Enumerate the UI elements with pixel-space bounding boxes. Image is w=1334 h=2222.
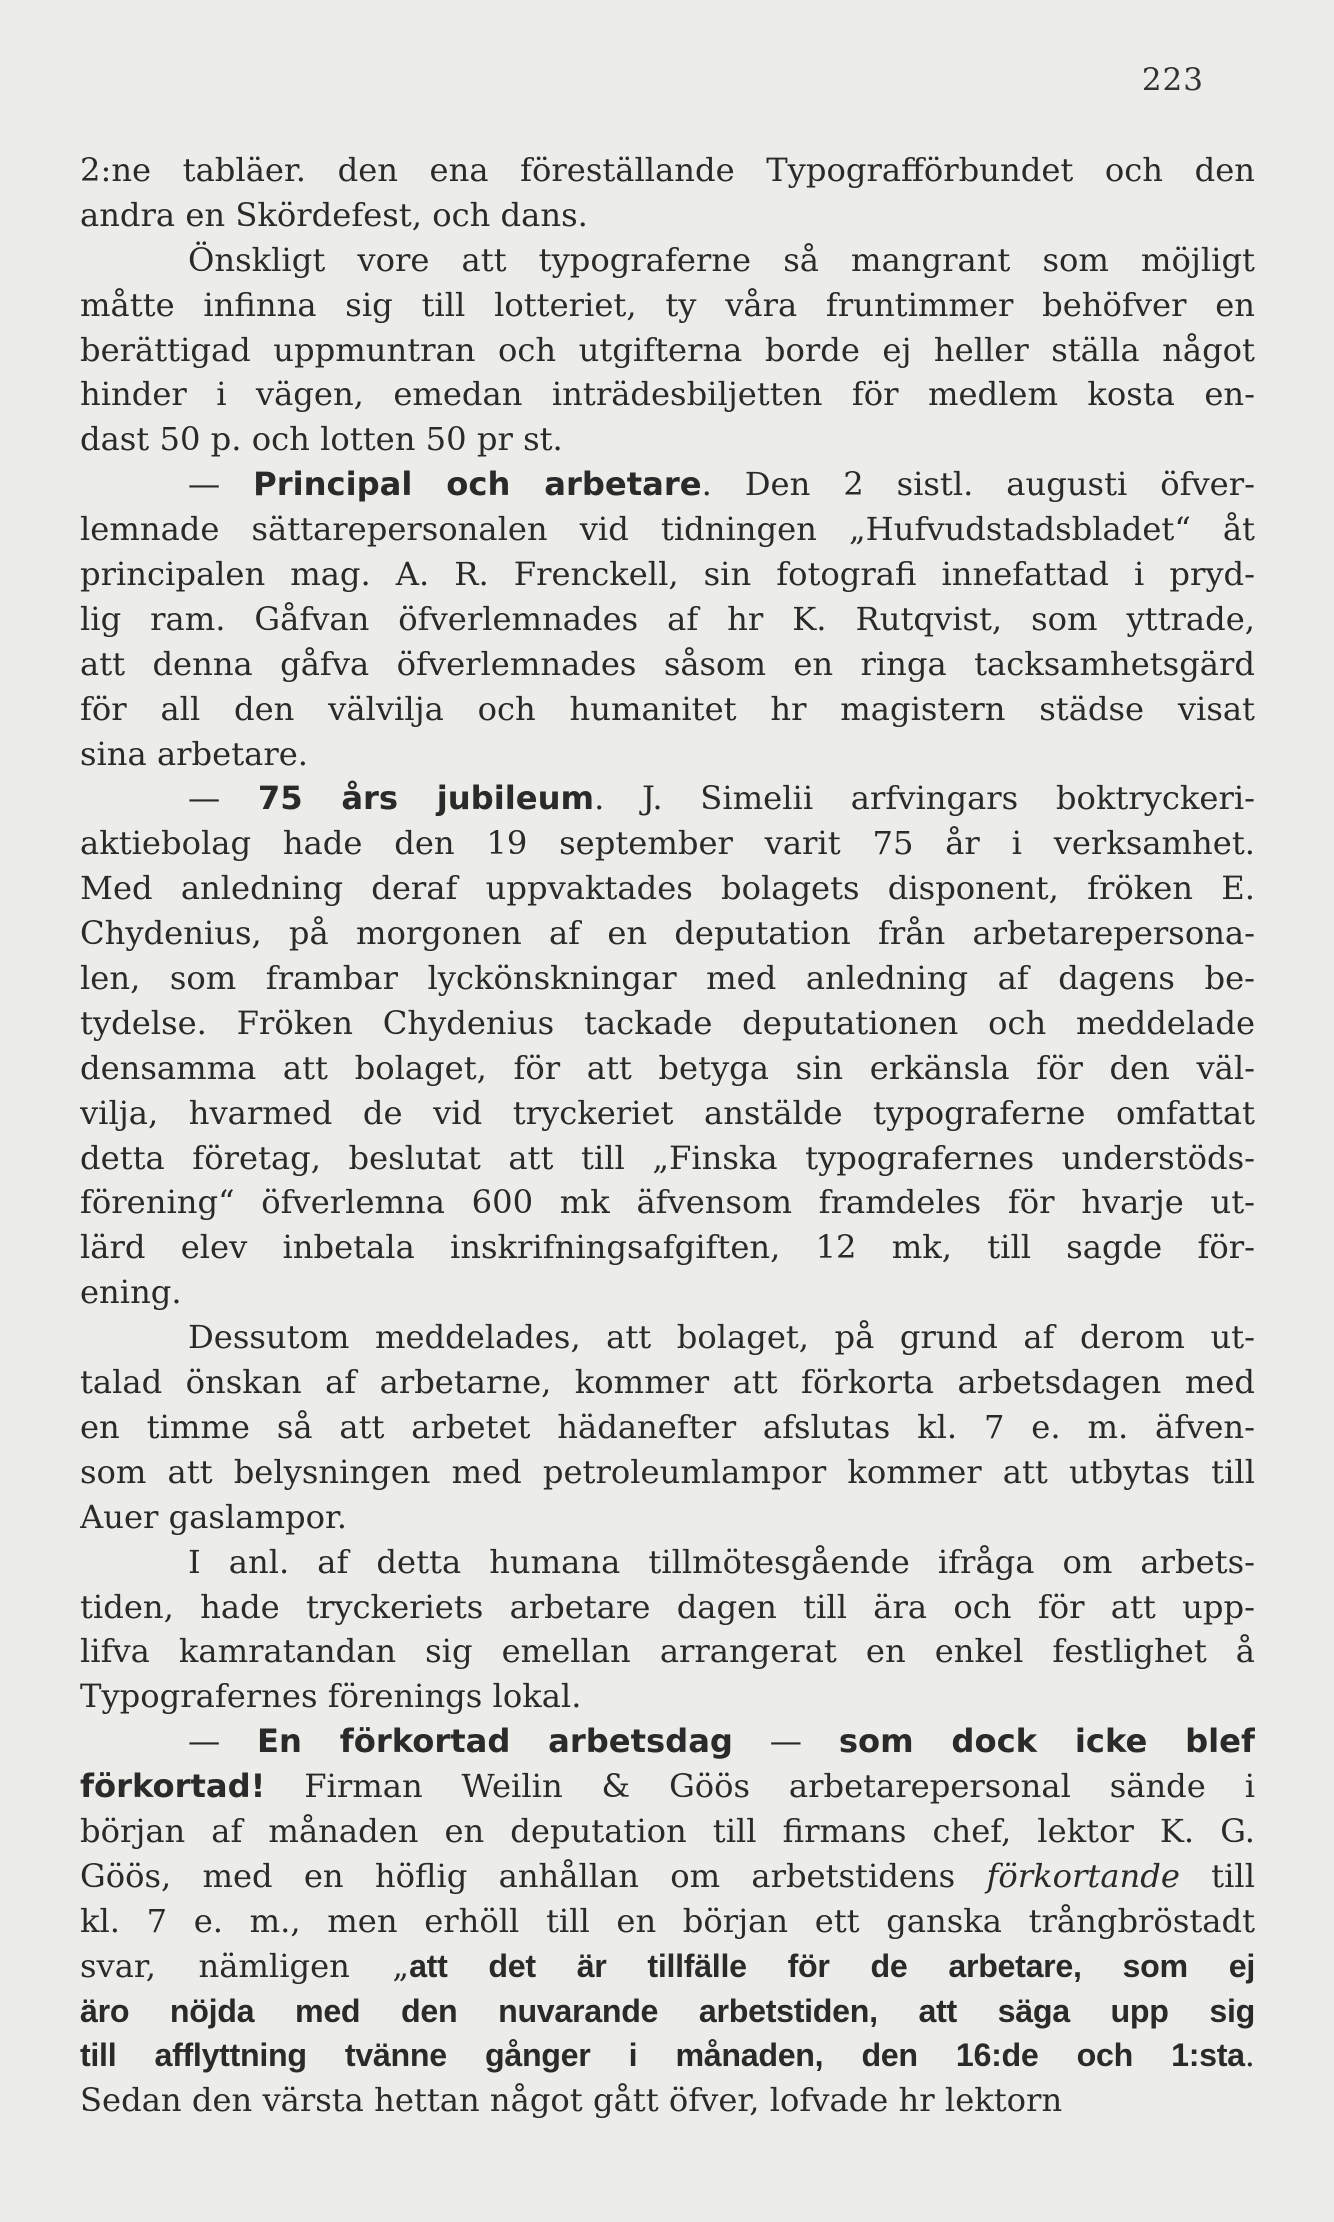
text-run: len, som frambar lyckönskningar med anledning af dagens be- bbox=[80, 959, 1255, 998]
text-run: — bbox=[188, 779, 258, 818]
bold-quote: till afflyttning tvänne gånger i månaden, den 16:de och 1:sta bbox=[80, 2037, 1245, 2074]
text-run: kl. 7 e. m., men erhöll till en början ett ganska trångbröstadt bbox=[80, 1901, 1255, 1940]
text-run: principalen mag. A. R. Frenckell, sin fotografi innefattad i pryd- bbox=[80, 555, 1255, 594]
text-line bbox=[80, 597, 1255, 642]
text-run: 2:ne tabläer. den ena föreställande Typografförbundet och den bbox=[80, 151, 1255, 189]
text-run: andra en Skördefest, och dans. bbox=[80, 195, 588, 234]
bold-quote: att det är tillfälle för de arbetare, som ej bbox=[409, 1947, 1255, 1984]
text-line bbox=[80, 1270, 1255, 1315]
text-run: hinder i vägen, emedan inträdesbiljetten för medlem kosta en- bbox=[80, 375, 1255, 414]
text-line bbox=[80, 1225, 1255, 1270]
text-line bbox=[80, 1091, 1255, 1136]
text-line bbox=[80, 2033, 1255, 2078]
text-line bbox=[80, 1764, 1255, 1809]
text-run: — bbox=[188, 1722, 258, 1761]
text-line bbox=[80, 417, 1255, 462]
text-line bbox=[80, 1450, 1255, 1495]
section-heading: förkortad! bbox=[80, 1767, 266, 1806]
text-line bbox=[80, 956, 1255, 1001]
text-run: vilja, hvarmed de vid tryckeriet anstälde typograferne omfattat bbox=[80, 1093, 1255, 1132]
text-line bbox=[80, 1674, 1255, 1719]
text-run: densamma att bolaget, för att betyga sin erkänsla för den väl- bbox=[80, 1048, 1255, 1087]
text-run: detta företag, beslutat att till „Finska typografernes understöds- bbox=[80, 1138, 1255, 1177]
text-run: talad önskan af arbetarne, kommer att förkorta arbetsdagen med bbox=[80, 1363, 1255, 1402]
italic-text: förkortande bbox=[986, 1856, 1180, 1895]
text-line bbox=[80, 1989, 1255, 2034]
text-run: — bbox=[732, 1722, 839, 1761]
text-run: Sedan den värsta hettan något gått öfver, lofvade hr lektorn bbox=[80, 2081, 1063, 2120]
text-run: . J. Simelii arfvingars boktryckeri- bbox=[594, 779, 1255, 818]
text-line bbox=[80, 1046, 1255, 1091]
text-line bbox=[80, 372, 1255, 417]
text-run: sina arbetare. bbox=[80, 734, 308, 773]
text-run: I anl. af detta humana tillmötesgående ifråga om arbets- bbox=[188, 1542, 1255, 1581]
text-run: Önskligt vore att typograferne så mangrant som möjligt bbox=[188, 240, 1255, 279]
text-run: ening. bbox=[80, 1273, 182, 1312]
text-line bbox=[80, 1854, 1255, 1899]
text-line bbox=[80, 687, 1255, 732]
text-run: tiden, hade tryckeriets arbetare dagen till ära och för att upp- bbox=[80, 1587, 1255, 1626]
text-line bbox=[80, 1899, 1255, 1944]
text-line bbox=[80, 1540, 1255, 1585]
text-line bbox=[80, 821, 1255, 866]
text-run: aktiebolag hade den 19 september varit 75 år i verksamhet. bbox=[80, 824, 1255, 863]
text-run: . Den 2 sistl. augusti öfver- bbox=[701, 465, 1255, 504]
text-line bbox=[80, 552, 1255, 597]
text-line bbox=[80, 283, 1255, 328]
text-line bbox=[80, 462, 1255, 507]
text-run: till bbox=[1179, 1856, 1255, 1895]
text-run: en timme så att arbetet hädanefter afslutas kl. 7 e. m. äfven- bbox=[80, 1407, 1255, 1446]
text-run: berättigad uppmuntran och utgifterna borde ej heller ställa något bbox=[80, 330, 1255, 369]
text-run: som att belysningen med petroleumlampor kommer att utbytas till bbox=[80, 1452, 1255, 1491]
text-line bbox=[80, 1585, 1255, 1630]
text-run: Dessutom meddelades, att bolaget, på grund af derom ut- bbox=[188, 1318, 1255, 1357]
bold-quote: äro nöjda med den nuvarande arbetstiden, att säga upp sig bbox=[80, 1992, 1255, 2029]
page-number: 223 bbox=[1141, 62, 1204, 98]
text-run: för all den välvilja och humanitet hr magistern städse visat bbox=[80, 689, 1255, 728]
text-run: att denna gåfva öfverlemnades såsom en ringa tacksamhetsgärd bbox=[80, 644, 1255, 683]
text-line bbox=[80, 1495, 1255, 1540]
text-run: lärd elev inbetala inskrifningsafgiften, 12 mk, till sagde för- bbox=[80, 1228, 1255, 1267]
text-line bbox=[80, 328, 1255, 373]
text-line bbox=[80, 1360, 1255, 1405]
text-run: lig ram. Gåfvan öfverlemnades af hr K. Rutqvist, som yttrade, bbox=[80, 599, 1255, 638]
body-text bbox=[80, 148, 1255, 2123]
text-run: Göös, med en höflig anhållan om arbetstidens bbox=[80, 1856, 987, 1895]
text-line bbox=[80, 911, 1255, 956]
text-line bbox=[80, 1180, 1255, 1225]
text-run: lifva kamratandan sig emellan arrangerat en enkel festlighet å bbox=[80, 1632, 1255, 1671]
text-run: måtte infinna sig till lotteriet, ty våra fruntimmer behöfver en bbox=[80, 285, 1255, 324]
text-line bbox=[80, 1136, 1255, 1181]
text-line bbox=[80, 193, 1255, 238]
text-line bbox=[80, 1001, 1255, 1046]
text-line bbox=[80, 238, 1255, 283]
text-run: början af månaden en deputation till firmans chef, lektor K. G. bbox=[80, 1811, 1255, 1850]
text-line bbox=[80, 1629, 1255, 1674]
text-run: Typografernes förenings lokal. bbox=[80, 1677, 582, 1716]
text-line bbox=[80, 1405, 1255, 1450]
text-run: tydelse. Fröken Chydenius tackade deputationen och meddelade bbox=[80, 1003, 1255, 1042]
text-run: lemnade sättarepersonalen vid tidningen „Hufvudstadsbladet“ åt bbox=[80, 510, 1255, 549]
text-line bbox=[80, 732, 1255, 777]
text-line bbox=[80, 1944, 1255, 1989]
section-heading: Principal och arbetare bbox=[253, 465, 702, 504]
text-line bbox=[80, 642, 1255, 687]
text-run: Med anledning deraf uppvaktades bolagets disponent, fröken E. bbox=[80, 869, 1255, 908]
text-run: dast 50 p. och lotten 50 pr st. bbox=[80, 420, 563, 459]
text-line bbox=[80, 507, 1255, 552]
text-run: — bbox=[188, 465, 254, 504]
section-heading: som dock icke blef bbox=[838, 1722, 1255, 1761]
text-run: förening“ öfverlemna 600 mk äfvensom framdeles för hvarje ut- bbox=[80, 1183, 1255, 1222]
text-run: Auer gaslampor. bbox=[80, 1497, 348, 1536]
text-run: Chydenius, på morgonen af en deputation från arbetarepersona- bbox=[80, 914, 1255, 953]
text-run: . bbox=[1244, 2036, 1255, 2075]
section-heading: En förkortad arbetsdag bbox=[257, 1722, 733, 1761]
section-heading: 75 års jubileum bbox=[257, 779, 595, 818]
text-line bbox=[80, 2078, 1255, 2123]
text-line bbox=[80, 1315, 1255, 1360]
text-run: svar, nämligen „ bbox=[80, 1946, 410, 1985]
text-line bbox=[80, 866, 1255, 911]
text-line bbox=[80, 1809, 1255, 1854]
text-line bbox=[80, 776, 1255, 821]
text-line bbox=[80, 148, 1255, 193]
text-line bbox=[80, 1719, 1255, 1764]
text-run: Firman Weilin & Göös arbetarepersonal sände i bbox=[265, 1767, 1255, 1806]
